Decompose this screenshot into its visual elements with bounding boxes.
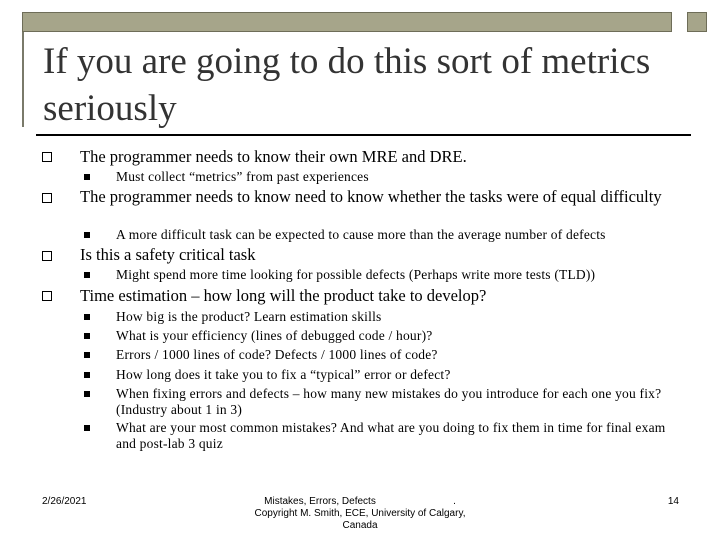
bullet-4-text: Time estimation – how long will the product take to develop? — [80, 286, 487, 305]
filled-square-icon — [84, 391, 90, 397]
filled-square-icon — [84, 333, 90, 339]
footer-date: 2/26/2021 — [42, 496, 87, 507]
hollow-square-icon — [42, 152, 52, 162]
footer-line-1 — [235, 496, 485, 508]
slide-title: If you are going to do this sort of metrics seriously — [43, 41, 651, 129]
bullet-1-text: The programmer needs to know their own MRE and DRE. — [80, 147, 467, 166]
bullet-2-sub-1: A more difficult task can be expected to cause more than the average number of defects — [116, 227, 606, 242]
filled-square-icon — [84, 314, 90, 320]
bullet-3-text: Is this a safety critical task — [80, 245, 256, 264]
page-number: 14 — [667, 496, 679, 507]
bullet-1-sub-1: Must collect “metrics” from past experiences — [116, 169, 369, 184]
footer-line-2: Copyright M. Smith, ECE, University of Calgary, — [254, 508, 466, 519]
filled-square-icon — [84, 352, 90, 358]
bullet-4-sub-3: Errors / 1000 lines of code? Defects / 1000 lines of code? — [116, 347, 438, 362]
footer-line-3: Canada — [342, 520, 378, 531]
bullet-4-sub-6: What are your most common mistakes? And what are you doing to fix them in time for final exam and post-lab 3 quiz — [116, 420, 666, 451]
bullet-4-sub-4: How long does it take you to fix a “typical” error or defect? — [116, 367, 451, 382]
filled-square-icon — [84, 174, 90, 180]
hollow-square-icon — [42, 291, 52, 301]
footer-dot: . — [453, 496, 456, 507]
filled-square-icon — [84, 272, 90, 278]
filled-square-icon — [84, 425, 90, 431]
filled-square-icon — [84, 372, 90, 378]
bullet-4-sub-1: How big is the product? Learn estimation skills — [116, 309, 382, 324]
footer-title: Mistakes, Errors, Defects — [264, 496, 376, 507]
hollow-square-icon — [42, 193, 52, 203]
footer-copyright — [235, 496, 485, 532]
bullet-3-sub-1: Might spend more time looking for possible defects (Perhaps write more tests (TLD)) — [116, 267, 596, 282]
bullet-4-sub-5: When fixing errors and defects – how many new mistakes do you introduce for each one you fix? (Industry about 1 in 3) — [116, 386, 662, 417]
bullet-4-sub-2: What is your efficiency (lines of debugged code / hour)? — [116, 328, 433, 343]
filled-square-icon — [84, 232, 90, 238]
bullet-2-text: The programmer needs to know need to know whether the tasks were of equal difficulty — [80, 187, 662, 206]
hollow-square-icon — [42, 251, 52, 261]
